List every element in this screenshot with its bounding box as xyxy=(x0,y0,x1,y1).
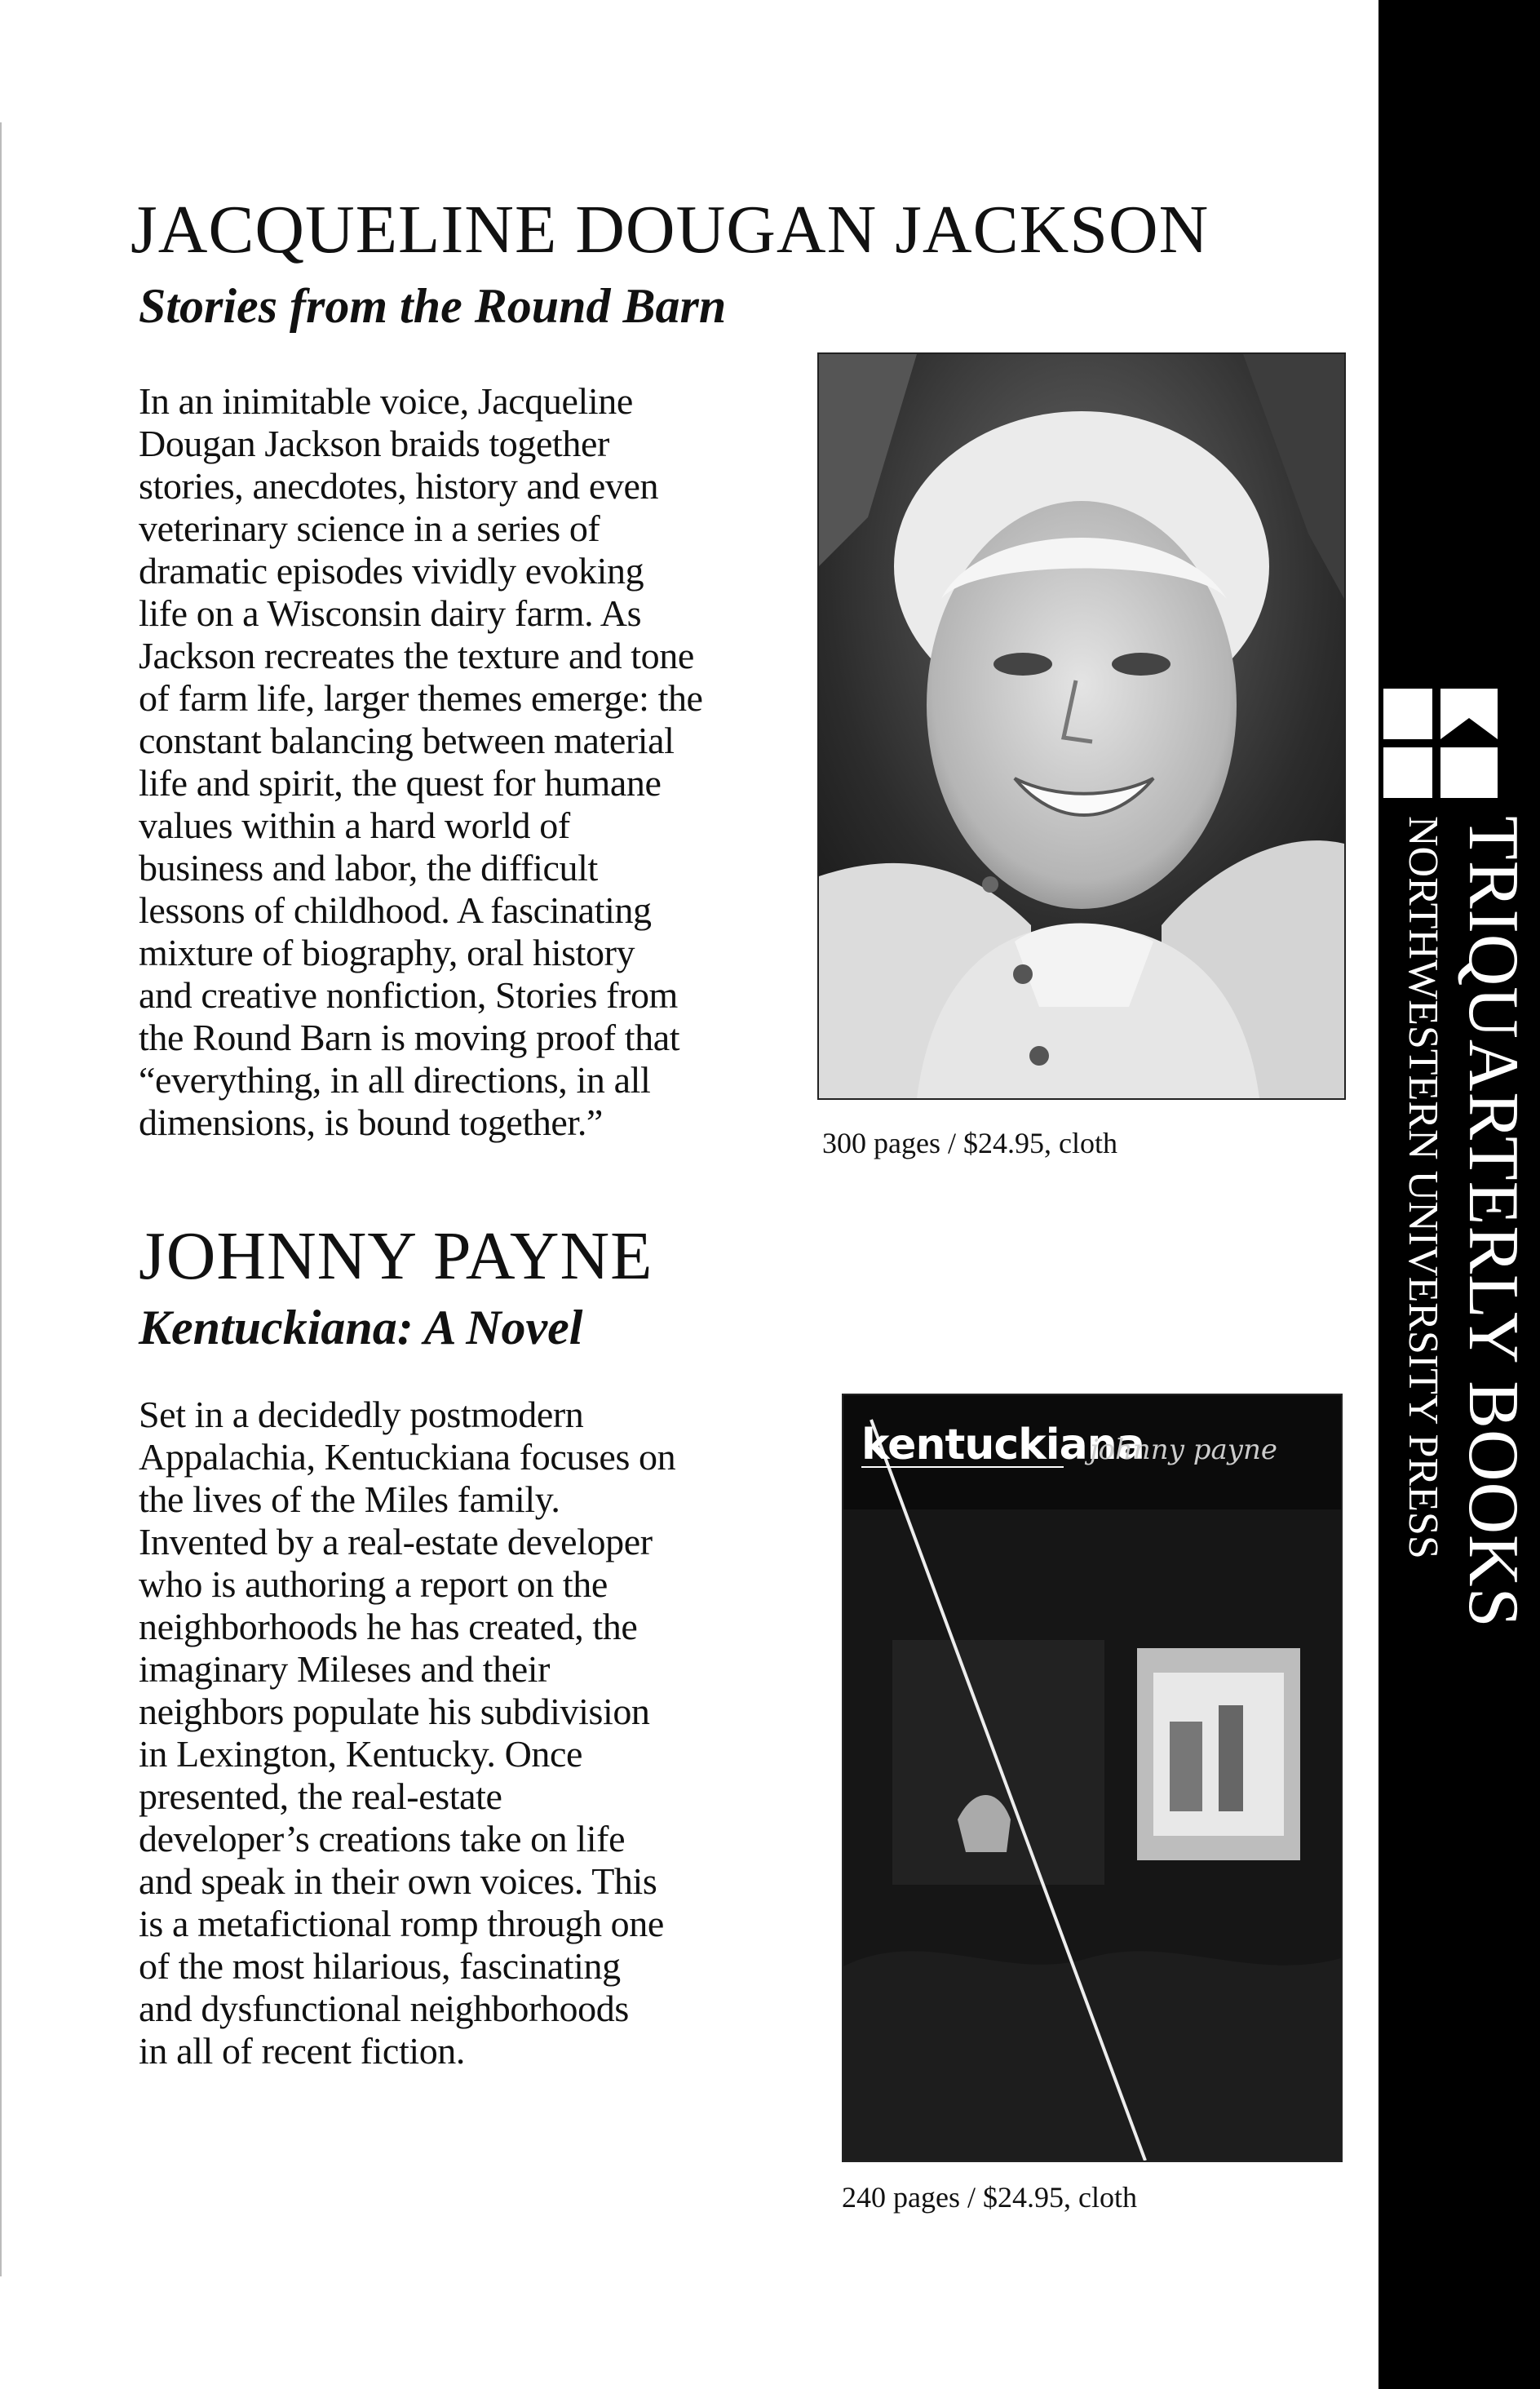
author-photo xyxy=(817,352,1346,1100)
book-blurb xyxy=(139,1394,675,2072)
blurb-line: Appalachia, Kentuckiana focuses on xyxy=(139,1436,676,1478)
press-name: NORTHWESTERN UNIVERSITY PRESS xyxy=(1400,816,1446,1559)
book-details: 240 pages / $24.95, cloth xyxy=(842,2181,1137,2214)
blurb-line: Invented by a real-estate developer xyxy=(139,1521,653,1562)
cover-author: johnny payne xyxy=(1090,1434,1277,1466)
blurb-line: dramatic episodes vividly evoking xyxy=(139,550,644,592)
blurb-line: and creative nonfiction, Stories from xyxy=(139,974,678,1016)
blurb-line: of farm life, larger themes emerge: the xyxy=(139,677,703,719)
blurb-line: developer’s creations take on life xyxy=(139,1818,626,1859)
book-title: Kentuckiana: A Novel xyxy=(139,1301,583,1354)
blurb-line: mixture of biography, oral history xyxy=(139,932,635,973)
cover-title: kentuckiana xyxy=(861,1421,1144,1469)
triquarterly-logo-icon xyxy=(1378,685,1509,808)
blurb-line: values within a hard world of xyxy=(139,804,570,846)
blurb-line: of the most hilarious, fascinating xyxy=(139,1945,621,1987)
blurb-line: in all of recent fiction. xyxy=(139,2030,466,2072)
book-cover-art xyxy=(843,1395,1341,2161)
book-title: Stories from the Round Barn xyxy=(139,279,727,333)
publisher-text xyxy=(1387,816,1533,1697)
blurb-line: Set in a decidedly postmodern xyxy=(139,1394,584,1435)
blurb-line: imaginary Mileses and their xyxy=(139,1648,551,1690)
blurb-line: Dougan Jackson braids together xyxy=(139,423,609,464)
blurb-line: and speak in their own voices. This xyxy=(139,1860,657,1902)
blurb-line: life on a Wisconsin dairy farm. As xyxy=(139,592,642,634)
blurb-line: neighbors populate his subdivision xyxy=(139,1691,650,1732)
blurb-line: stories, anecdotes, history and even xyxy=(139,465,659,507)
author-name: JACQUELINE DOUGAN JACKSON xyxy=(131,192,1210,268)
margin-rule xyxy=(0,122,2,2276)
blurb-line: “everything, in all directions, in all xyxy=(139,1059,651,1101)
blurb-line: dimensions, is bound together.” xyxy=(139,1101,603,1143)
book-blurb xyxy=(139,380,703,1144)
imprint-name: TRIQUARTERLY BOOKS xyxy=(1454,816,1533,1629)
book-details: 300 pages / $24.95, cloth xyxy=(822,1127,1117,1159)
blurb-line: business and labor, the difficult xyxy=(139,847,598,889)
blurb-line: Jackson recreates the texture and tone xyxy=(139,635,694,676)
blurb-line: presented, the real-estate xyxy=(139,1775,502,1817)
blurb-line: constant balancing between material xyxy=(139,720,675,761)
blurb-line: neighborhoods he has created, the xyxy=(139,1606,638,1647)
blurb-line: in Lexington, Kentucky. Once xyxy=(139,1733,583,1775)
blurb-line: life and spirit, the quest for humane xyxy=(139,762,662,804)
author-name: JOHNNY PAYNE xyxy=(139,1218,653,1294)
blurb-line: and dysfunctional neighborhoods xyxy=(139,1988,629,2029)
book-cover xyxy=(842,1394,1343,2162)
blurb-line: lessons of childhood. A fascinating xyxy=(139,889,652,931)
blurb-line: who is authoring a report on the xyxy=(139,1563,608,1605)
blurb-line: the Round Barn is moving proof that xyxy=(139,1017,680,1058)
blurb-line: is a metafictional romp through one xyxy=(139,1903,664,1944)
blurb-line: the lives of the Miles family. xyxy=(139,1478,560,1520)
blurb-line: In an inimitable voice, Jacqueline xyxy=(139,380,633,422)
blurb-line: veterinary science in a series of xyxy=(139,507,600,549)
author-photo-image xyxy=(819,354,1344,1098)
